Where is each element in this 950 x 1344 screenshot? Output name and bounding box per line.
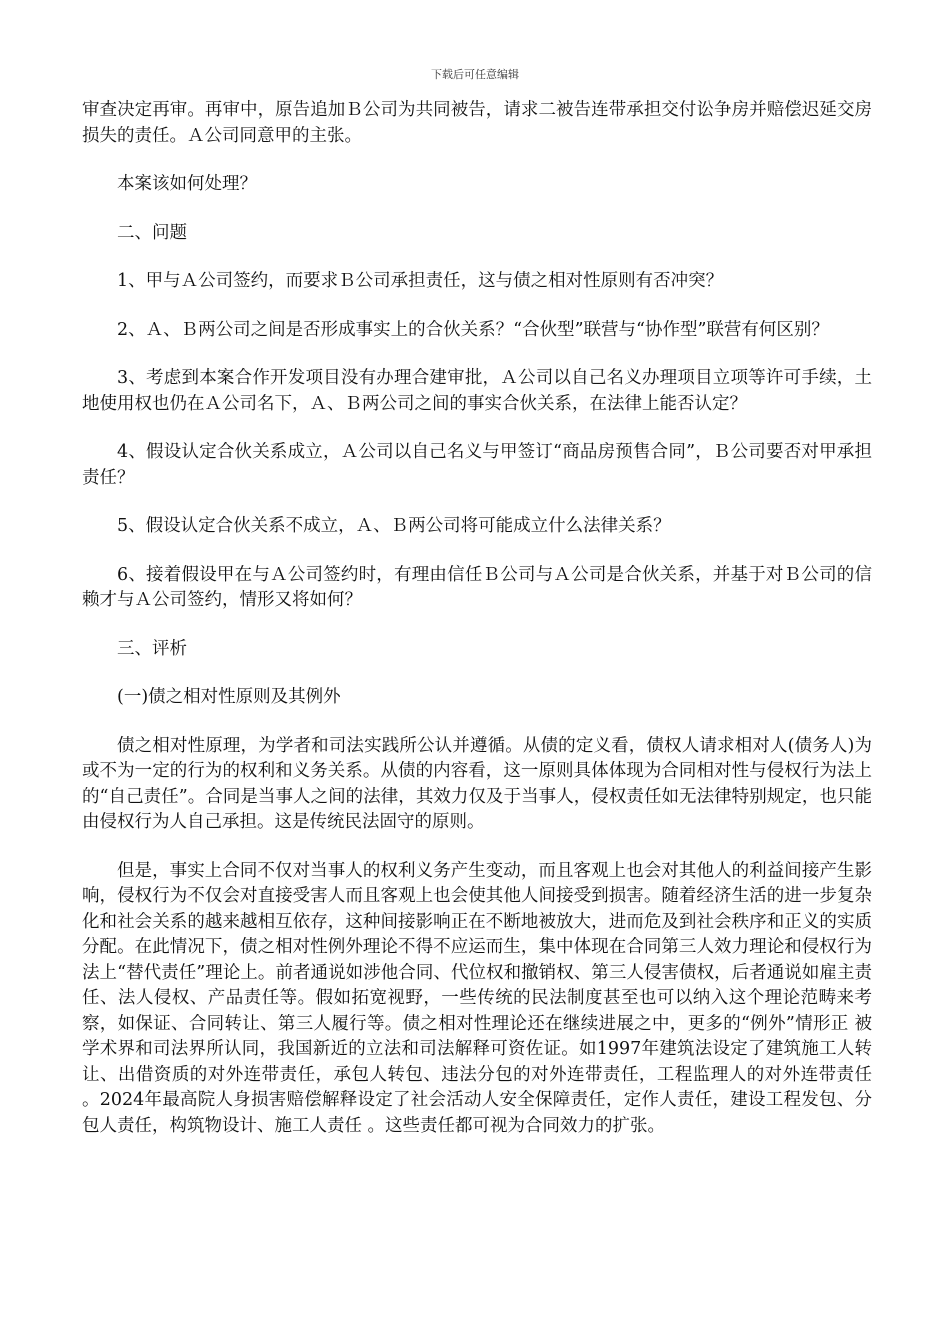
question-item: 3、考虑到本案合作开发项目没有办理合建审批，Ａ公司以自己名义办理项目立项等许可手续，土地使用权也仍在Ａ公司名下，Ａ、Ｂ两公司之间的事实合伙关系，在法律上能否认定？ (82, 368, 872, 414)
paragraph: 但是，事实上合同不仅对当事人的权利义务产生变动，而且客观上也会对其他人的利益间接产生影响，侵权行为不仅会对直接受害人而且客观上也会使其他人间接受到损害。随着经济生活的进一步复杂化和社会关系的越来越相互依存，这种间接影响正在不断地被放大，进而危及到社会秩序和正义的实质分配。在此情况下，债之相对性例外理论不得不应运而生，集中体现在合同第三人效力理论和侵权行为法上“替代责任”理论上。前者通说如涉他合同、代位权和撤销权、第三人侵害债权，后者通说如雇主责任、法人侵权、产品责任等。假如拓宽视野，一些传统的民法制度甚至也可以纳入这个理论范畴来考察，如保证、合同转让、第三人履行等。债之相对性理论还在继续进展之中，更多的“例外”情形正 被学术界和司法界所认同，我国新近的立法和司法解释可资佐证。如1997年建筑法设定了建筑施工人转让、出借资质的对外连带责任，承包人转包、违法分包的对外连带责任，工程监理人的对外连带责任 。2024年最高院人身损害赔偿解释设定了社会活动人安全保障责任，定作人责任，建设工程发包、分包人责任，构筑物设计、施工人责任 。这些责任都可视为合同效力的扩张。 (82, 860, 872, 1136)
section-heading: 二、问题 (117, 222, 187, 243)
section-heading: 三、评析 (117, 638, 187, 659)
question-item: 5、假设认定合伙关系不成立，Ａ、Ｂ两公司将可能成立什么法律关系？ (117, 516, 671, 536)
paragraph: 本案该如何处理？ (117, 174, 257, 194)
subsection-heading: (一)债之相对性原则及其例外 (117, 687, 341, 707)
question-item: 2、Ａ、Ｂ两公司之间是否形成事实上的合伙关系？“合伙型”联营与“协作型”联营有何区别？ (117, 319, 829, 340)
question-item: 6、接着假设甲在与Ａ公司签约时，有理由信任Ｂ公司与Ａ公司是合伙关系，并基于对Ｂ公司的信赖才与Ａ公司签约，情形又将如何？ (82, 564, 872, 610)
page-header: 下载后可任意编辑 (431, 68, 519, 81)
paragraph: 审查决定再审。再审中，原告追加Ｂ公司为共同被告，请求二被告连带承担交付讼争房并赔偿迟延交房损失的责任。Ａ公司同意甲的主张。 (82, 100, 872, 146)
question-item: 1、甲与Ａ公司签约，而要求Ｂ公司承担责任，这与债之相对性原则有否冲突？ (117, 271, 724, 291)
paragraph: 债之相对性原理，为学者和司法实践所公认并遵循。从债的定义看，债权人请求相对人(债务人)为或不为一定的行为的权利和义务关系。从债的内容看，这一原则具体体现为合同相对性与侵权行为法上的“自己责任”。合同是当事人之间的法律，其效力仅及于当事人，侵权责任如无法律特别规定，也只能由侵权行为人自己承担。这是传统民法固守的原则。 (82, 735, 872, 832)
question-item: 4、假设认定合伙关系成立，Ａ公司以自己名义与甲签订“商品房预售合同”，Ｂ公司要否对甲承担责任？ (82, 442, 872, 488)
document-body (82, 98, 872, 1162)
